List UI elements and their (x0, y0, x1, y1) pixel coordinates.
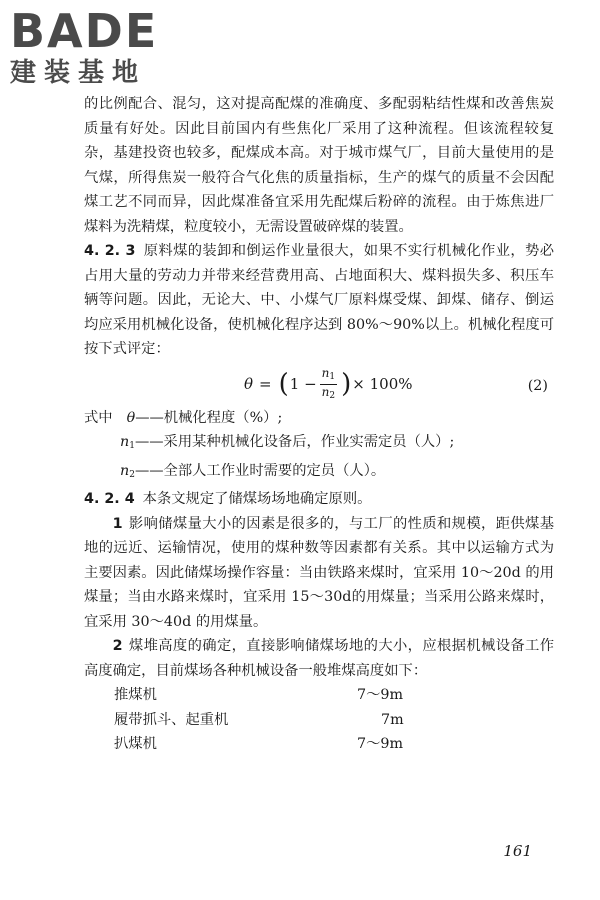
equipment-name: 履带抓斗、起重机 (114, 711, 229, 728)
formula-equals: = (259, 374, 272, 393)
fraction-numerator: $n_1$ (320, 366, 337, 385)
item-text: 煤堆高度的确定，直接影响储煤场地的大小，应根据机械设备工作高度确定，目前煤场各种机械设备一般堆煤高度如下： (84, 638, 554, 679)
logo (10, 6, 180, 88)
page-number: 161 (503, 842, 532, 860)
formula-left-paren: ( (278, 369, 289, 399)
paragraph-intro: 的比例配合、混匀，这对提高配煤的准确度、多配弱粘结性煤和改善焦炭质量有好处。因此目前国内有些焦化厂采用了这种流程。但该流程较复杂，基建投资也较多，配煤成本高。对于城市煤气厂，目前大量使用的是气煤，所得焦炭一般符合气化焦的质量指标，生产的煤气的质量不会因配煤工艺不同而异，因此煤准备宜采用先配煤后粉碎的流程。由于炼焦进厂煤料为洗精煤，粒度较小，无需设置破碎煤的装置。 (84, 96, 554, 235)
equipment-height: 7～9m (357, 687, 404, 703)
definition-n1-desc: ——采用某种机械化设备后，作业实需定员（人）; (134, 434, 455, 450)
section-4-2-3 (84, 239, 554, 362)
equipment-row (84, 708, 554, 733)
section-text: 原料煤的装卸和倒运作业量很大，如果不实行机械化作业，势必占用大量的劳动力并带来经营费用高、占地面积大、煤料损失多、积压车辆等问题。因此，无论大、中、小煤气厂原料煤受煤、卸煤、储存、倒运均应采用机械化设备，使机械化程序达到 80%～90%以上。机械化程度可按下式评定： (84, 243, 554, 357)
item-number: 1 (112, 515, 123, 532)
equation-number: (2) (527, 377, 548, 394)
definition-n2: $n_2——$全部人工作业时需要的定员（人）。 (120, 462, 386, 480)
equipment-height: 7m (381, 711, 404, 728)
section-number: 4. 2. 4 (84, 491, 135, 507)
definition-theta-symbol: θ (126, 409, 136, 426)
definition-theta (84, 406, 554, 431)
definition-n1: $n_1——$采用某种机械化设备后，作业实需定员（人）; (120, 434, 455, 451)
equipment-row (84, 732, 554, 757)
page-content (84, 92, 554, 757)
formula-definitions (84, 406, 554, 488)
logo-chinese: 建装基地 (10, 58, 147, 88)
formula (244, 366, 413, 403)
fraction-denominator: $n_2$ (321, 384, 336, 401)
formula-lhs: θ (244, 374, 254, 393)
equipment-name: 扒煤机 (114, 736, 157, 752)
definition-n2-desc: ——全部人工作业时需要的定员（人）。 (134, 462, 386, 479)
item-number: 2 (112, 638, 123, 654)
section-text: 本条文规定了储煤场场地确定原则。 (142, 491, 372, 507)
item-2 (84, 634, 554, 683)
logo-latin: BADE (10, 4, 159, 58)
definition-theta-desc: ——机械化程度（%）; (135, 409, 283, 426)
formula-row (84, 362, 554, 406)
formula-fraction (320, 366, 337, 403)
definition-lead: 式中 (84, 409, 113, 426)
equipment-height: 7～9m (357, 736, 404, 752)
item-1 (84, 512, 554, 635)
formula-right-paren: ) (341, 369, 352, 399)
section-4-2-4 (84, 487, 554, 512)
section-number: 4. 2. 3 (84, 243, 136, 259)
formula-times: × 100% (352, 374, 413, 393)
equipment-name: 推煤机 (114, 687, 157, 703)
equipment-row (84, 683, 554, 708)
item-text: 影响储煤量大小的因素是很多的，与工厂的性质和规模，距供煤基地的远近、运输情况，使用的煤种数等因素都有关系。其中以运输方式为主要因素。因此储煤场操作容量：当由铁路来煤时，宜采用 10～20d 的用煤量；当由水路来煤时，宜采用 15～30d的用煤量；当采用公路来煤时，宜采用 30～40d 的用煤量。 (84, 515, 554, 630)
formula-one-minus: 1 − (289, 374, 317, 393)
